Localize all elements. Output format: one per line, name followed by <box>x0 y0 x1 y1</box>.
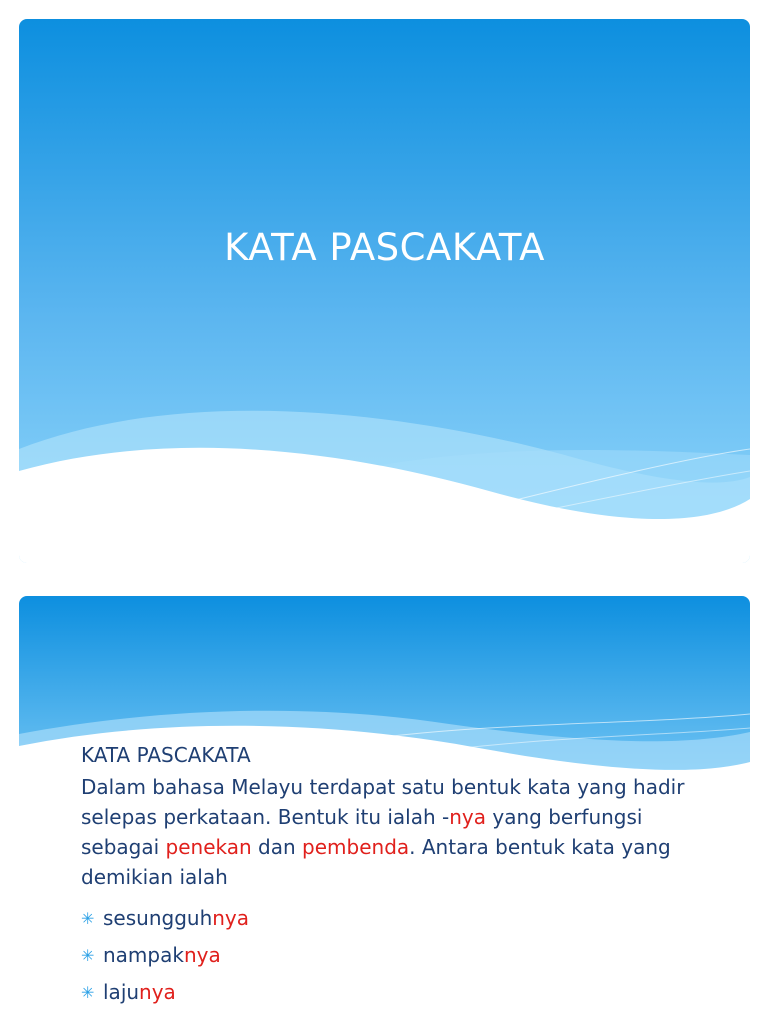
slide-heading: KATA PASCAKATA <box>81 743 251 767</box>
word-suffix: nya <box>183 943 221 967</box>
content-slide <box>19 596 750 1024</box>
highlight-penekan: penekan <box>165 835 252 859</box>
bullet-star-icon: ✳ <box>81 946 95 965</box>
paragraph-text: dan <box>251 835 303 859</box>
bullet-star-icon: ✳ <box>81 983 95 1002</box>
list-item <box>81 937 721 974</box>
paragraph-text: yang berfungsi sebagai <box>81 805 643 859</box>
body-paragraph <box>81 772 721 892</box>
highlight-suffix: nya <box>449 805 487 829</box>
word-base: nampak <box>103 943 184 967</box>
list-item <box>81 974 721 1011</box>
slide-content <box>81 742 721 1011</box>
paragraph-text: . Antara bentuk kata yang demikian ialah <box>81 835 671 889</box>
highlight-pembenda: pembenda <box>302 835 410 859</box>
example-list <box>81 900 721 1011</box>
word-suffix: nya <box>139 980 176 1004</box>
list-item <box>81 900 721 937</box>
slide-title: KATA PASCAKATA <box>224 226 545 269</box>
word-base: laju <box>103 980 140 1004</box>
sky-wave-background <box>19 19 750 563</box>
title-slide <box>19 19 750 563</box>
bullet-star-icon: ✳ <box>81 909 95 928</box>
word-base: sesungguh <box>103 906 213 930</box>
word-suffix: nya <box>212 906 250 930</box>
paragraph-text: Dalam bahasa Melayu terdapat satu bentuk kata yang hadir selepas perkataan. Bentuk itu ialah - <box>81 775 685 829</box>
